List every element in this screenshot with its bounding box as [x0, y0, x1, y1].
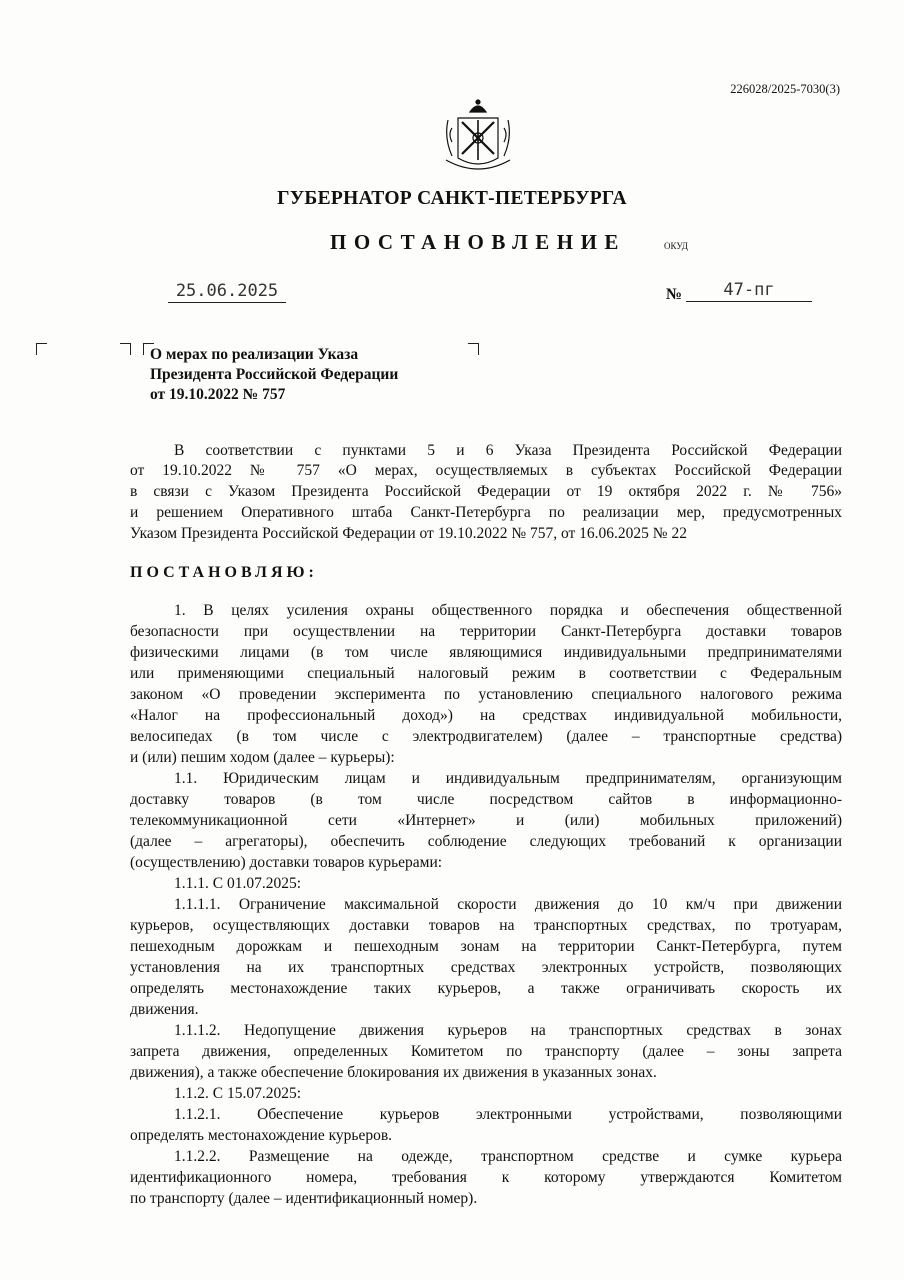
body-line: запрета движения, определенных Комитетом по транспорту (далее – зоны запрета [130, 1043, 842, 1060]
coat-of-arms-emblem [440, 98, 516, 174]
corner-mark [36, 343, 47, 355]
body-line: 1.1.1.2. Недопущение движения курьеров на транспортных средствах в зонах [174, 1022, 842, 1039]
document-registration-number: 226028/2025-7030(3) [730, 82, 840, 96]
body-line: или применяющими специальный налоговый режим в соответствии с Федеральным [130, 665, 842, 682]
body-line: пешеходным дорожкам и пешеходным зонам на территории Санкт-Петербурга, путем [130, 938, 842, 955]
preamble-line: и решением Оперативного штаба Санкт-Петербурга по реализации мер, предусмотренных [130, 504, 842, 521]
body-line: телекоммуникационной сети «Интернет» и (или) мобильных приложений) [130, 812, 842, 829]
body-line: 1.1.2.1. Обеспечение курьеров электронными устройствами, позволяющими [174, 1106, 842, 1123]
body-line: по транспорту (далее – идентификационный номер). [130, 1190, 478, 1207]
body-line: движения), а также обеспечение блокирования их движения в указанных зонах. [130, 1064, 657, 1081]
corner-mark [468, 343, 479, 355]
body-line: 1.1.1. С 01.07.2025: [174, 875, 302, 892]
corner-mark [120, 343, 131, 355]
body-line: определять местонахождение таких курьеров, а также ограничивать скорость их [130, 980, 842, 997]
body-line: 1.1.2. С 15.07.2025: [174, 1085, 302, 1102]
document-type-title: ПОСТАНОВЛЕНИЕ [330, 230, 626, 254]
preamble-line: Указом Президента Российской Федерации от 19.10.2022 № 757, от 16.06.2025 № 22 [130, 525, 687, 542]
issuing-authority-title: ГУБЕРНАТОР САНКТ-ПЕТЕРБУРГА [277, 188, 627, 209]
body-line: (осуществлению) доставки товаров курьерами: [130, 854, 443, 871]
body-line: 1.1.1.1. Ограничение максимальной скорости движения до 10 км/ч при движении [174, 896, 842, 913]
body-line: определять местонахождение курьеров. [130, 1127, 393, 1144]
body-line: «Налог на профессиональный доход») на средствах индивидуальной мобильности, [130, 707, 842, 724]
subject-line: Президента Российской Федерации [150, 366, 399, 383]
body-line: идентификационного номера, требования к которому утверждаются Комитетом [130, 1169, 842, 1186]
body-line: законом «О проведении эксперимента по установлению специального налогового режима [130, 686, 842, 703]
decree-heading: ПОСТАНОВЛЯЮ: [130, 564, 318, 581]
preamble-line: от 19.10.2022 № 757 «О мерах, осуществляемых в субъектах Российской Федерации [130, 462, 842, 479]
body-line: и (или) пешим ходом (далее – курьеры): [130, 749, 395, 766]
body-line: установления на их транспортных средствах электронных устройств, позволяющих [130, 959, 842, 976]
document-subject [150, 345, 398, 405]
body-line: курьеров, осуществляющих доставки товаров на транспортных средствах, по тротуарам, [130, 917, 842, 934]
subject-line: О мерах по реализации Указа [150, 346, 359, 363]
body-line: 1.1.2.2. Размещение на одежде, транспортном средстве и сумке курьера [174, 1148, 842, 1165]
body-line: (далее – агрегаторы), обеспечить соблюдение следующих требований к организации [130, 833, 842, 850]
body-line: 1.1. Юридическим лицам и индивидуальным предпринимателям, организующим [174, 770, 842, 787]
body-line: 1. В целях усиления охраны общественного порядка и обеспечения общественной [174, 602, 842, 619]
body-line: физическими лицами (в том числе являющимися индивидуальными предпринимателями [130, 644, 842, 661]
preamble-line: В соответствии с пунктами 5 и 6 Указа Президента Российской Федерации [174, 442, 842, 459]
preamble-line: в связи с Указом Президента Российской Федерации от 19 октября 2022 г. № 756» [130, 483, 842, 500]
body-line: безопасности при осуществлении на территории Санкт-Петербурга доставки товаров [130, 623, 842, 640]
body-line: движения. [130, 1001, 199, 1018]
document-date: 25.06.2025 [168, 281, 286, 303]
document-number: 47-пг [686, 280, 812, 302]
okud-label: ОКУД [664, 241, 688, 251]
body-line: велосипедах (в том числе с электродвигателем) (далее – транспортные средства) [130, 728, 842, 745]
number-label: № [666, 286, 683, 303]
subject-line: от 19.10.2022 № 757 [150, 386, 286, 403]
body-line: доставку товаров (в том числе посредством сайтов в информационно- [130, 791, 842, 808]
